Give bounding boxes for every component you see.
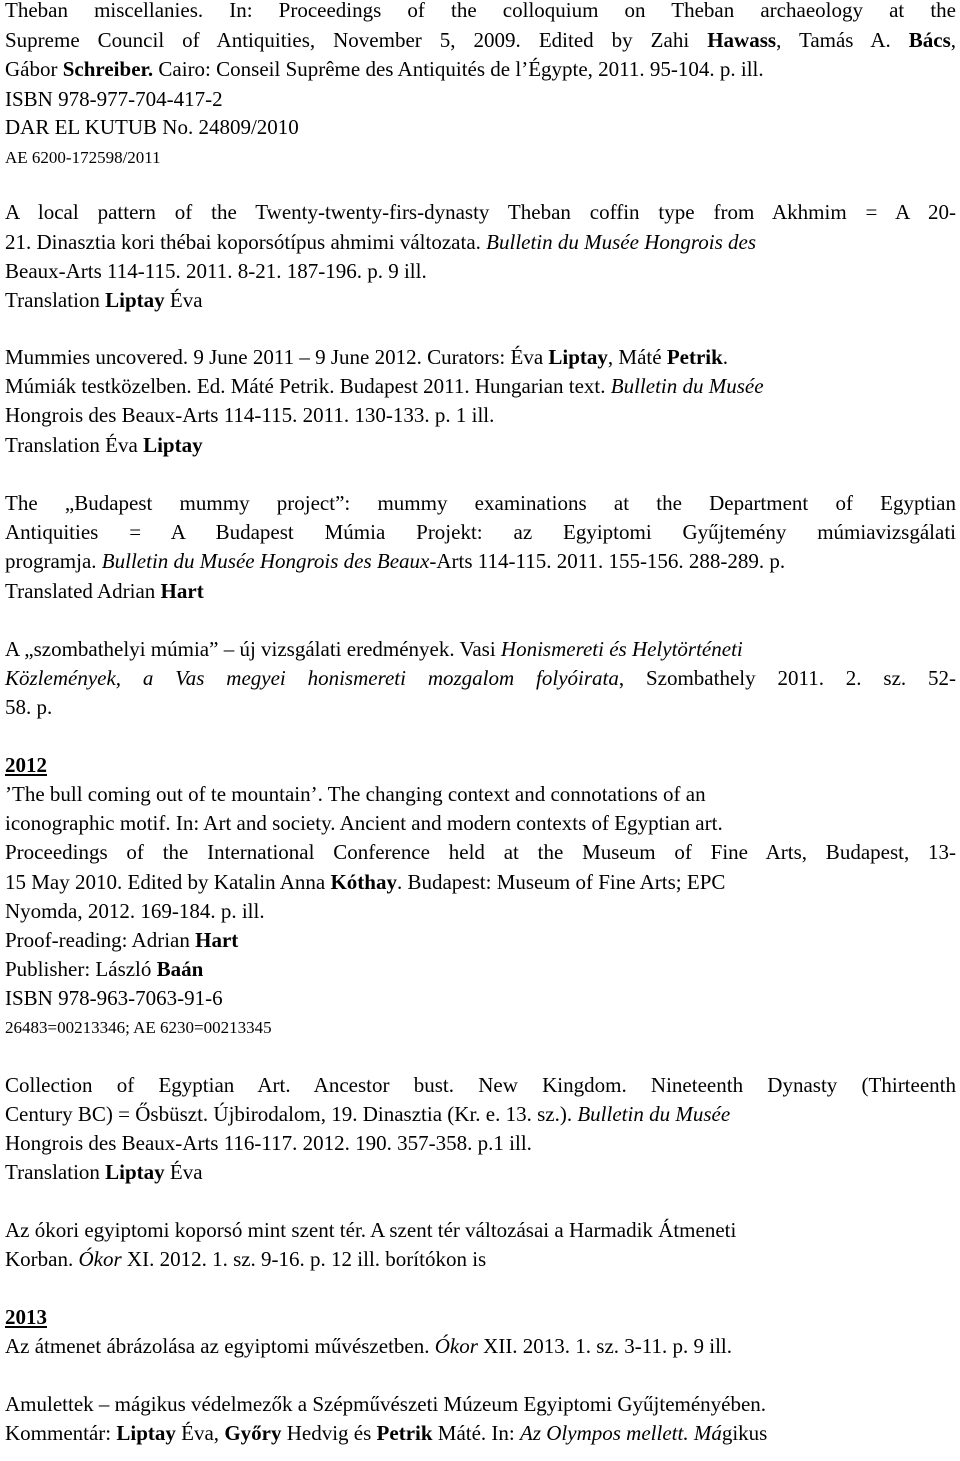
text-span: Hart [195, 928, 239, 952]
text-line [5, 0, 956, 25]
text-span: Century BC) = Ősbüszt. Újbirodalom, 19. Dinasztia (Kr. e. 13. sz.). [5, 1102, 578, 1126]
text-line [5, 1245, 956, 1274]
text-span: XI. 2012. 1. sz. 9-16. p. 12 ill. borítókon is [121, 1247, 487, 1271]
text-line [5, 1419, 956, 1448]
text-line [5, 751, 956, 780]
text-span: Cairo: Conseil Suprême des Antiquités de l’Égypte, 2011. 95-104. p. ill. [153, 57, 764, 81]
text-line [5, 1390, 956, 1419]
text-line [5, 1100, 956, 1129]
text-span: ISBN 978-977-704-417-2 [5, 87, 223, 111]
text-span: Máté. In: [432, 1421, 521, 1445]
text-line [5, 926, 956, 955]
text-span: ISBN 978-963-7063-91-6 [5, 986, 223, 1010]
text-line [5, 809, 956, 838]
text-span: Éva [164, 1160, 203, 1184]
text-span: Translated Adrian [5, 579, 161, 603]
text-span: Kommentár: [5, 1421, 117, 1445]
text-line [5, 1158, 956, 1187]
text-line [5, 113, 956, 142]
text-span: Collection of Egyptian Art. Ancestor bust. New Kingdom. Nineteenth Dynasty (Thirteenth [5, 1073, 956, 1097]
text-line [5, 518, 956, 547]
text-span: Bulletin du Musée [610, 374, 764, 398]
text-span: Translation [5, 1160, 106, 1184]
text-span: , [950, 28, 957, 52]
text-span: 21. Dinasztia kori thébai koporsótípus ahmimi változata. [5, 230, 487, 254]
text-line [5, 664, 956, 693]
text-line [5, 693, 956, 722]
text-line [5, 1332, 956, 1361]
text-span: Kóthay [330, 870, 397, 894]
text-line [5, 1129, 956, 1158]
text-span: Ókor [78, 1247, 122, 1271]
text-span: , Tamás A. [776, 28, 909, 52]
text-span: Nyomda, 2012. 169-184. p. ill. [5, 899, 265, 923]
text-span: , Szombathely 2011. 2. sz. 52- [618, 666, 956, 690]
text-span: Liptay [105, 288, 165, 312]
text-line [5, 838, 956, 867]
year-heading: 2013 [5, 1305, 47, 1329]
text-span: Hart [160, 579, 204, 603]
text-span: Theban miscellanies. In: Proceedings of the colloquium on Theban archaeology at the [5, 0, 956, 22]
text-line [5, 143, 956, 172]
text-line [5, 85, 956, 114]
text-span: Hawass [707, 28, 777, 52]
text-span: A „szombathelyi múmia” – új vizsgálati eredmények. Vasi [5, 637, 501, 661]
text-line [5, 372, 956, 401]
text-span: Supreme Council of Antiquities, November 5, 2009. Edited by Zahi [5, 28, 708, 52]
text-span: . Budapest: Museum of Fine Arts; EPC [396, 870, 726, 894]
text-span: Schreiber. [62, 57, 154, 81]
text-span: iconographic motif. In: Art and society. Ancient and modern contexts of Egyptian art. [5, 811, 723, 835]
text-span: Antiquities = A Budapest Múmia Projekt: az Egyiptomi Gyűjtemény múmiavizsgálati [5, 520, 956, 544]
text-span: A local pattern of the Twenty-twenty-firs-dynasty Theban coffin type from Akhmim = A 20- [5, 200, 956, 224]
text-line [5, 955, 956, 984]
text-line [5, 343, 956, 372]
text-span: Beaux-Arts 114-115. 2011. 8-21. 187-196. p. 9 ill. [5, 259, 427, 283]
text-line [5, 1303, 956, 1332]
text-line [5, 401, 956, 430]
text-line [5, 198, 956, 227]
text-span: Liptay [143, 433, 203, 457]
text-span: Az ókori egyiptomi koporsó mint szent tér. A szent tér változásai a Harmadik Átmeneti [5, 1218, 737, 1242]
text-span: Az átmenet ábrázolása az egyiptomi művészetben. [5, 1334, 435, 1358]
text-line [5, 635, 956, 664]
text-span: Bulletin du Musée [577, 1102, 731, 1126]
text-span: Az Olympos mellett. Má [520, 1421, 722, 1445]
text-span: Bács [908, 28, 951, 52]
text-span: Hongrois des Beaux-Arts 114-115. 2011. 130-133. p. 1 ill. [5, 403, 495, 427]
text-line [5, 286, 956, 315]
text-span: . [722, 345, 729, 369]
text-span: Hedvig és [281, 1421, 377, 1445]
text-span: XII. 2013. 1. sz. 3-11. p. 9 ill. [477, 1334, 733, 1358]
text-span: Ókor [434, 1334, 478, 1358]
text-line [5, 26, 956, 55]
text-span: Bulletin du Musée Hongrois des [486, 230, 757, 254]
text-line [5, 1013, 956, 1042]
text-line [5, 868, 956, 897]
text-line [5, 55, 956, 84]
text-span: Liptay [548, 345, 608, 369]
text-span: Publisher: László [5, 957, 157, 981]
text-line [5, 577, 956, 606]
text-span: DAR EL KUTUB No. 24809/2010 [5, 115, 299, 139]
text-line [5, 257, 956, 286]
text-span: Éva [164, 288, 203, 312]
text-line [5, 228, 956, 257]
text-span: Proof-reading: Adrian [5, 928, 196, 952]
text-line [5, 984, 956, 1013]
text-line [5, 780, 956, 809]
text-span: Honismereti és Helytörténeti [500, 637, 743, 661]
text-span: Korban. [5, 1247, 79, 1271]
text-span: Hongrois des Beaux-Arts 116-117. 2012. 190. 357-358. p.1 ill. [5, 1131, 532, 1155]
text-line [5, 489, 956, 518]
text-span: Translation Éva [5, 433, 144, 457]
text-span: Győry [224, 1421, 282, 1445]
text-span: Éva, [175, 1421, 225, 1445]
text-span: Liptay [116, 1421, 176, 1445]
text-span: Petrik [666, 345, 723, 369]
text-line [5, 897, 956, 926]
text-span: Gábor [5, 57, 63, 81]
text-span: ’The bull coming out of te mountain’. The changing context and connotations of an [5, 782, 706, 806]
text-span: Közlemények, a Vas megyei honismereti mozgalom folyóirata [5, 666, 619, 690]
text-span: Bulletin du Musée Hongrois des Beaux [101, 549, 430, 573]
year-heading: 2012 [5, 753, 47, 777]
text-span: Proceedings of the International Conference held at the Museum of Fine Arts, Budapest, 13- [5, 840, 956, 864]
text-span: 58. p. [5, 695, 53, 719]
text-span: Amulettek – mágikus védelmezők a Szépművészeti Múzeum Egyiptomi Gyűjteményében. [5, 1392, 767, 1416]
text-line [5, 1071, 956, 1100]
text-span: 15 May 2010. Edited by Katalin Anna [5, 870, 331, 894]
text-line [5, 547, 956, 576]
text-span: The „Budapest mummy project”: mummy examinations at the Department of Egyptian [5, 491, 956, 515]
text-span: -Arts 114-115. 2011. 155-156. 288-289. p. [429, 549, 786, 573]
text-line [5, 431, 956, 460]
text-span: gikus [721, 1421, 768, 1445]
text-span: Petrik [376, 1421, 433, 1445]
text-span: Liptay [105, 1160, 165, 1184]
text-span: Mummies uncovered. 9 June 2011 – 9 June 2012. Curators: Éva [5, 345, 549, 369]
text-span: , Máté [607, 345, 667, 369]
text-span: AE 6200-172598/2011 [5, 148, 161, 167]
text-span: Múmiák testközelben. Ed. Máté Petrik. Budapest 2011. Hungarian text. [5, 374, 611, 398]
text-span: Translation [5, 288, 106, 312]
text-span: 26483=00213346; AE 6230=00213345 [5, 1018, 272, 1037]
text-line [5, 1216, 956, 1245]
text-span: Baán [156, 957, 204, 981]
text-span: programja. [5, 549, 102, 573]
